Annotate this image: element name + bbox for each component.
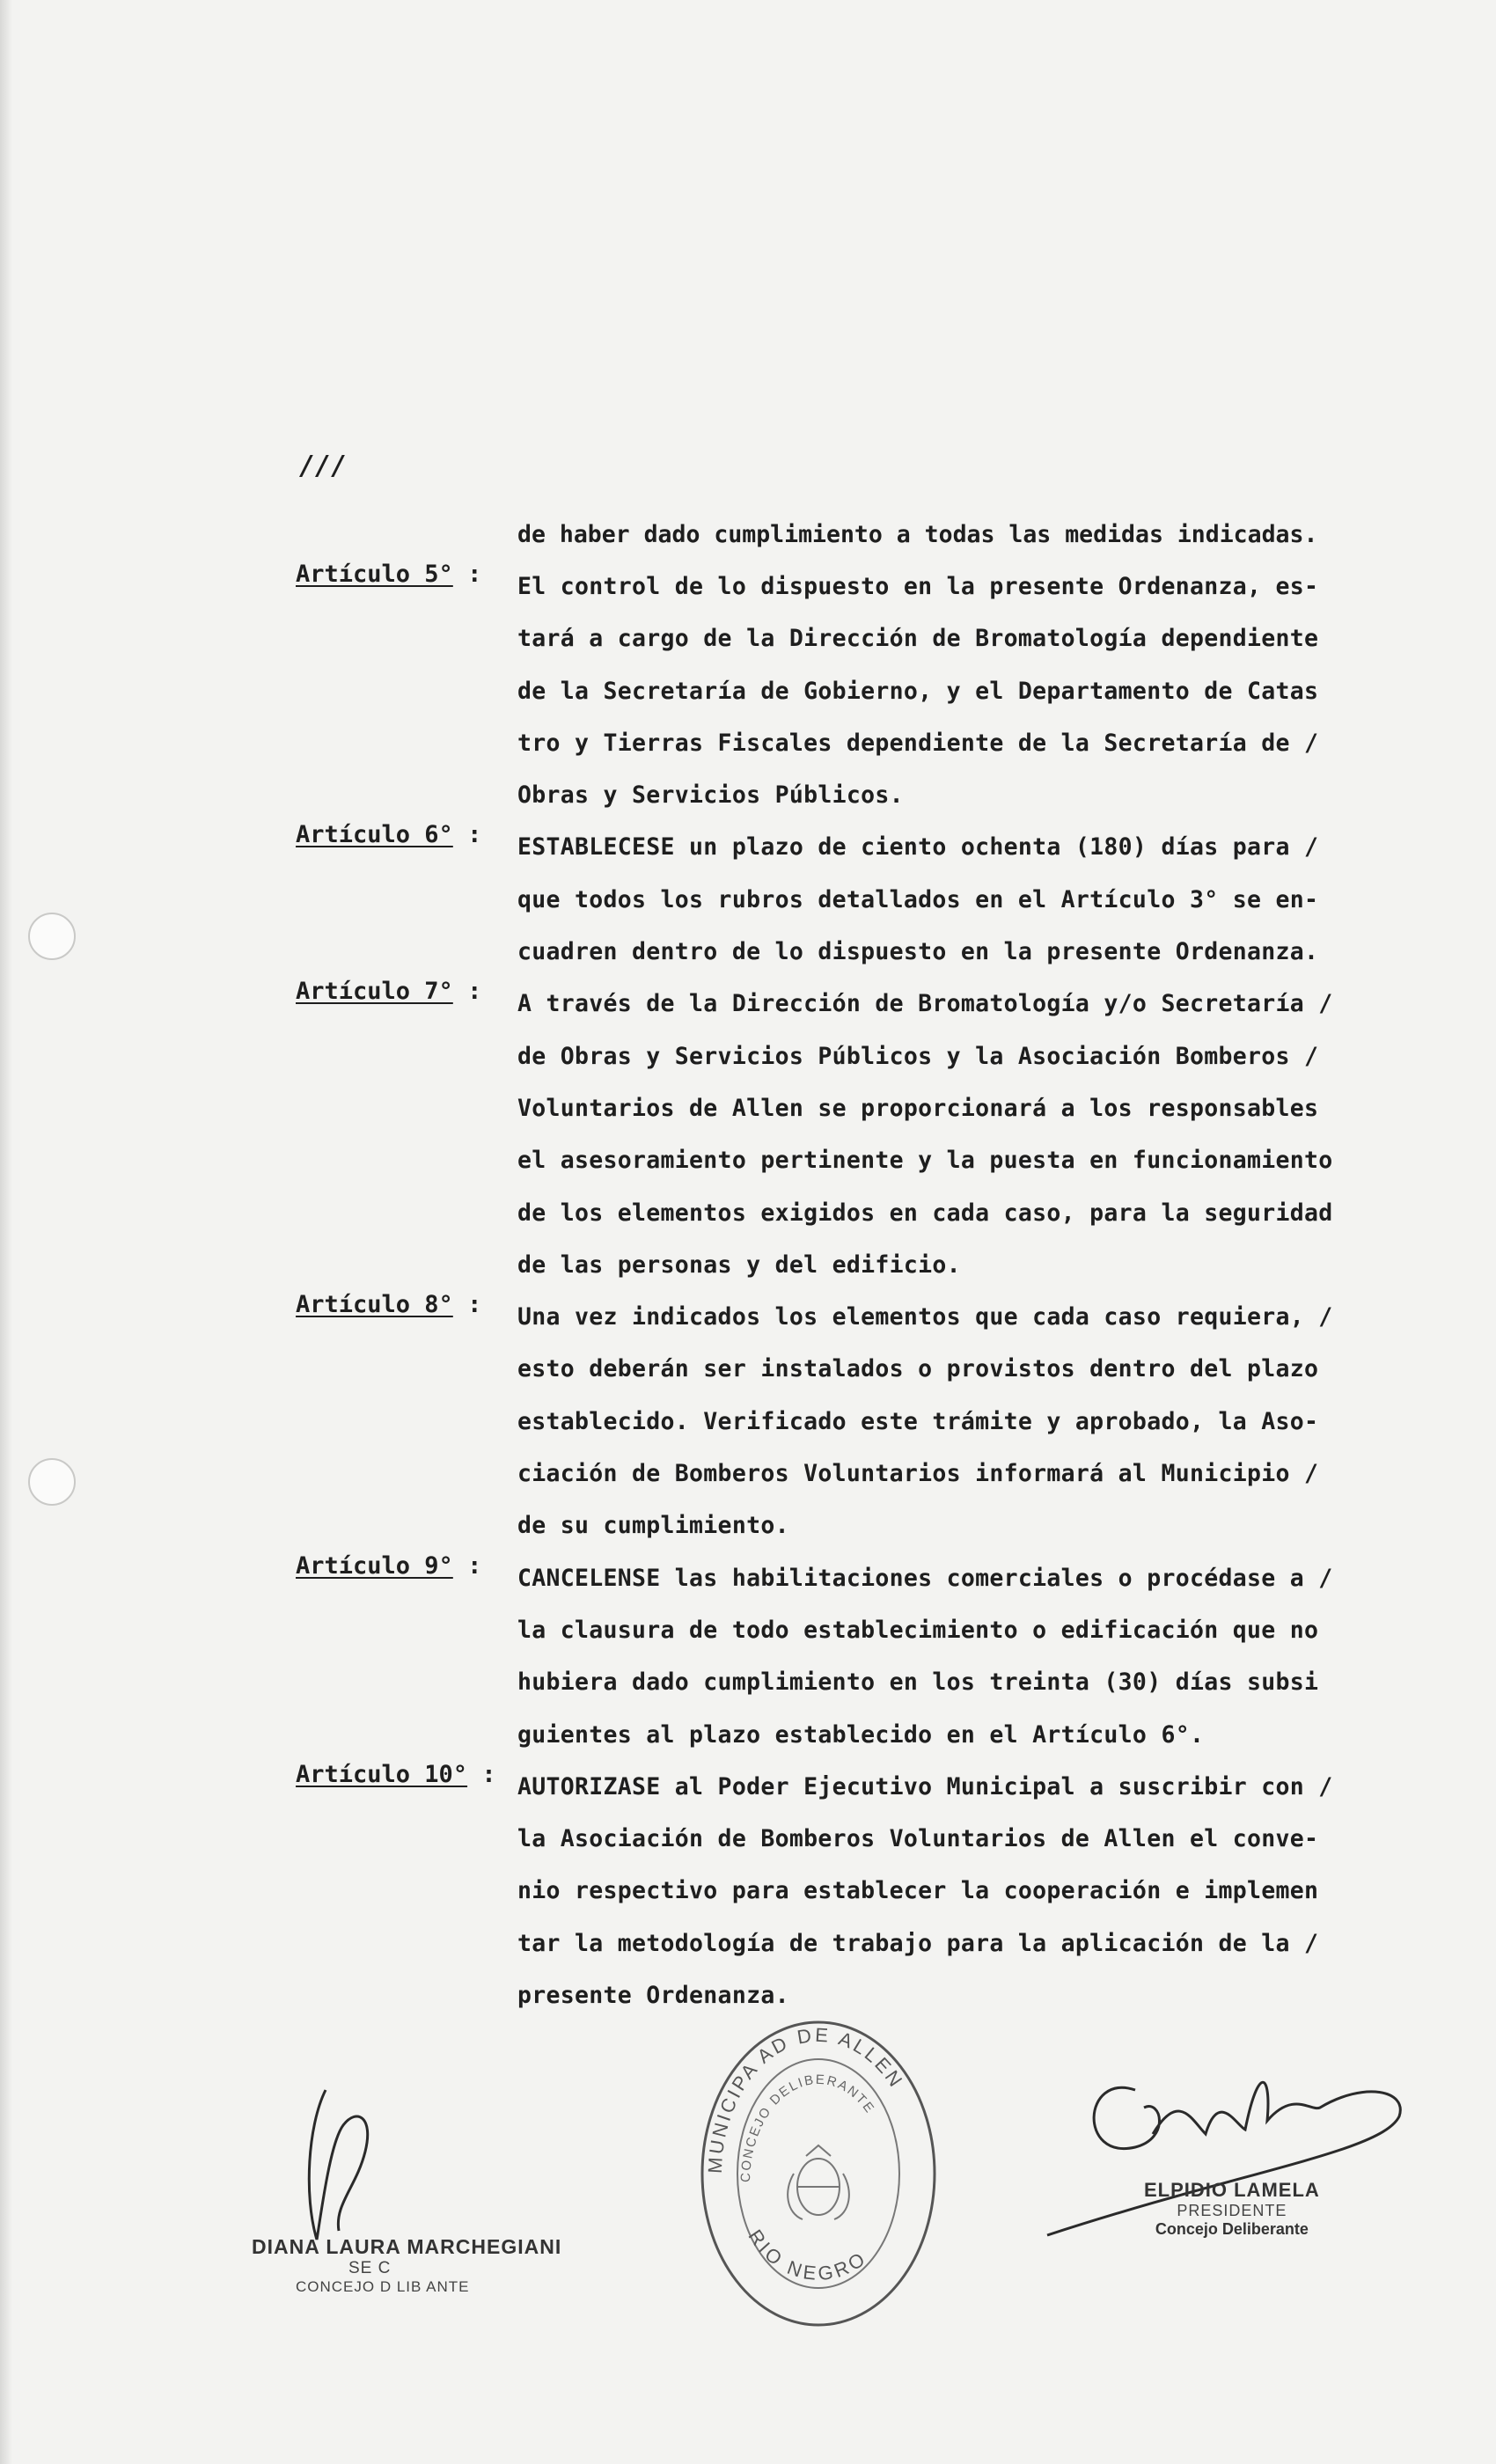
article-line: de las personas y del edificio.: [517, 1250, 961, 1279]
signature-left: [252, 2235, 561, 2296]
article-label-colon: :: [452, 1291, 482, 1319]
article-block: [296, 821, 1396, 978]
signature-left-handwriting: [290, 2072, 396, 2257]
article-label-text: Artículo 9°: [296, 1551, 453, 1580]
article-line: la Asociación de Bomberos Voluntarios de Allen el conve-: [517, 1825, 1319, 1853]
seal-bottom-text: RIO NEGRO: [744, 2226, 872, 2285]
article-block: [296, 1761, 1396, 2021]
article-line: que todos los rubros detallados en el Artículo 3° se en-: [517, 885, 1319, 913]
continuation-mark: ///: [299, 451, 348, 481]
article-line: de los elementos exigidos en cada caso, para la seguridad: [517, 1199, 1333, 1227]
article-line: AUTORIZASE al Poder Ejecutivo Municipal a suscribir con /: [517, 1772, 1333, 1800]
article-line: ciación de Bomberos Voluntarios informará al Municipio /: [517, 1460, 1319, 1488]
svg-text:MUNICIPA AD DE ALLEN: [704, 2024, 908, 2174]
article-list: [296, 561, 1396, 2021]
article-label: [296, 978, 498, 1005]
article-block: [296, 1291, 1396, 1551]
article-line: establecido. Verificado este trámite y aprobado, la Aso-: [517, 1407, 1319, 1435]
article-line: Una vez indicados los elementos que cada caso requiera, /: [517, 1303, 1333, 1331]
article-label: [296, 561, 498, 588]
article-label-colon: :: [452, 561, 482, 588]
scan-edge-shadow: [0, 0, 12, 2464]
article-block: [296, 561, 1396, 821]
article-label-text: Artículo 8°: [296, 1291, 453, 1319]
article-line: tará a cargo de la Dirección de Bromatología dependiente: [517, 625, 1319, 653]
article-line: Obras y Servicios Públicos.: [517, 781, 904, 810]
article-line: de Obras y Servicios Públicos y la Asociación Bomberos /: [517, 1042, 1319, 1070]
article-line: nio respectivo para establecer la cooperación e implemen: [517, 1877, 1319, 1905]
signatory-name: DIANA LAURA MARCHEGIANI: [252, 2235, 562, 2258]
article-line: el asesoramiento pertinente y la puesta en funcionamiento: [517, 1147, 1333, 1175]
article-block: [296, 1552, 1396, 1761]
article-line: esto deberán ser instalados o provistos dentro del plazo: [517, 1355, 1319, 1383]
article-label-colon: :: [452, 1551, 482, 1580]
article-line: cuadren dentro de lo dispuesto en la presente Ordenanza.: [517, 938, 1319, 966]
signatory-role: PRESIDENTE: [1177, 2202, 1287, 2219]
seal-top-text: MUNICIPA AD DE ALLEN: [703, 2023, 908, 2174]
article-line: tar la metodología de trabajo para la aplicación de la /: [517, 1929, 1319, 1957]
coat-of-arms-icon: [788, 2145, 849, 2219]
article-line: hubiera dado cumplimiento en los treinta (30) días subsi: [517, 1668, 1319, 1697]
article-label-colon: :: [452, 821, 482, 849]
signatory-role: SE C: [348, 2259, 392, 2277]
article-line: la clausura de todo establecimiento o edificación que no: [517, 1616, 1319, 1644]
article-line: presente Ordenanza.: [517, 1982, 789, 2010]
signatory-council: CONCEJO D LIB ANTE: [296, 2278, 470, 2295]
svg-text:RIO NEGRO: [744, 2226, 871, 2284]
article-label: [296, 1552, 498, 1580]
article-label: [296, 821, 498, 848]
article-line: CANCELENSE las habilitaciones comerciales o procédase a /: [517, 1564, 1333, 1592]
signature-right: [1144, 2179, 1320, 2239]
svg-text:CONCEJO DELIBERANTE: [738, 2072, 877, 2182]
signatory-name: ELPIDIO LAMELA: [1144, 2179, 1320, 2201]
article-line: de la Secretaría de Gobierno, y el Departamento de Catas: [517, 677, 1319, 705]
article-label-text: Artículo 5°: [296, 561, 453, 588]
article-label-text: Artículo 7°: [296, 978, 453, 1006]
punch-hole: [28, 1458, 76, 1506]
article-line: guientes al plazo establecido en el Artículo 6°.: [517, 1720, 1205, 1749]
article-label: [296, 1761, 498, 1788]
article-line: Voluntarios de Allen se proporcionará a los responsables: [517, 1094, 1319, 1122]
official-seal: [695, 2015, 942, 2332]
lead-line: de haber dado cumplimiento a todas las medidas indicadas.: [517, 521, 1318, 548]
seal-inner-text: CONCEJO DELIBERANTE: [737, 2072, 878, 2183]
article-label-colon: :: [452, 978, 482, 1006]
punch-hole: [28, 913, 76, 960]
article-line: de su cumplimiento.: [517, 1512, 789, 1540]
article-line: tro y Tierras Fiscales dependiente de la Secretaría de /: [517, 729, 1319, 757]
article-line: ESTABLECESE un plazo de ciento ochenta (180) días para /: [517, 833, 1319, 862]
article-line: El control de lo dispuesto en la presente Ordenanza, es-: [517, 573, 1319, 600]
article-label-colon: :: [467, 1760, 496, 1788]
article-block: [296, 978, 1396, 1291]
signatory-council: Concejo Deliberante: [1155, 2220, 1309, 2238]
article-label-text: Artículo 6°: [296, 821, 453, 849]
article-line: A través de la Dirección de Bromatología y/o Secretaría /: [517, 990, 1333, 1018]
article-label: [296, 1291, 498, 1318]
article-label-text: Artículo 10°: [296, 1760, 468, 1788]
